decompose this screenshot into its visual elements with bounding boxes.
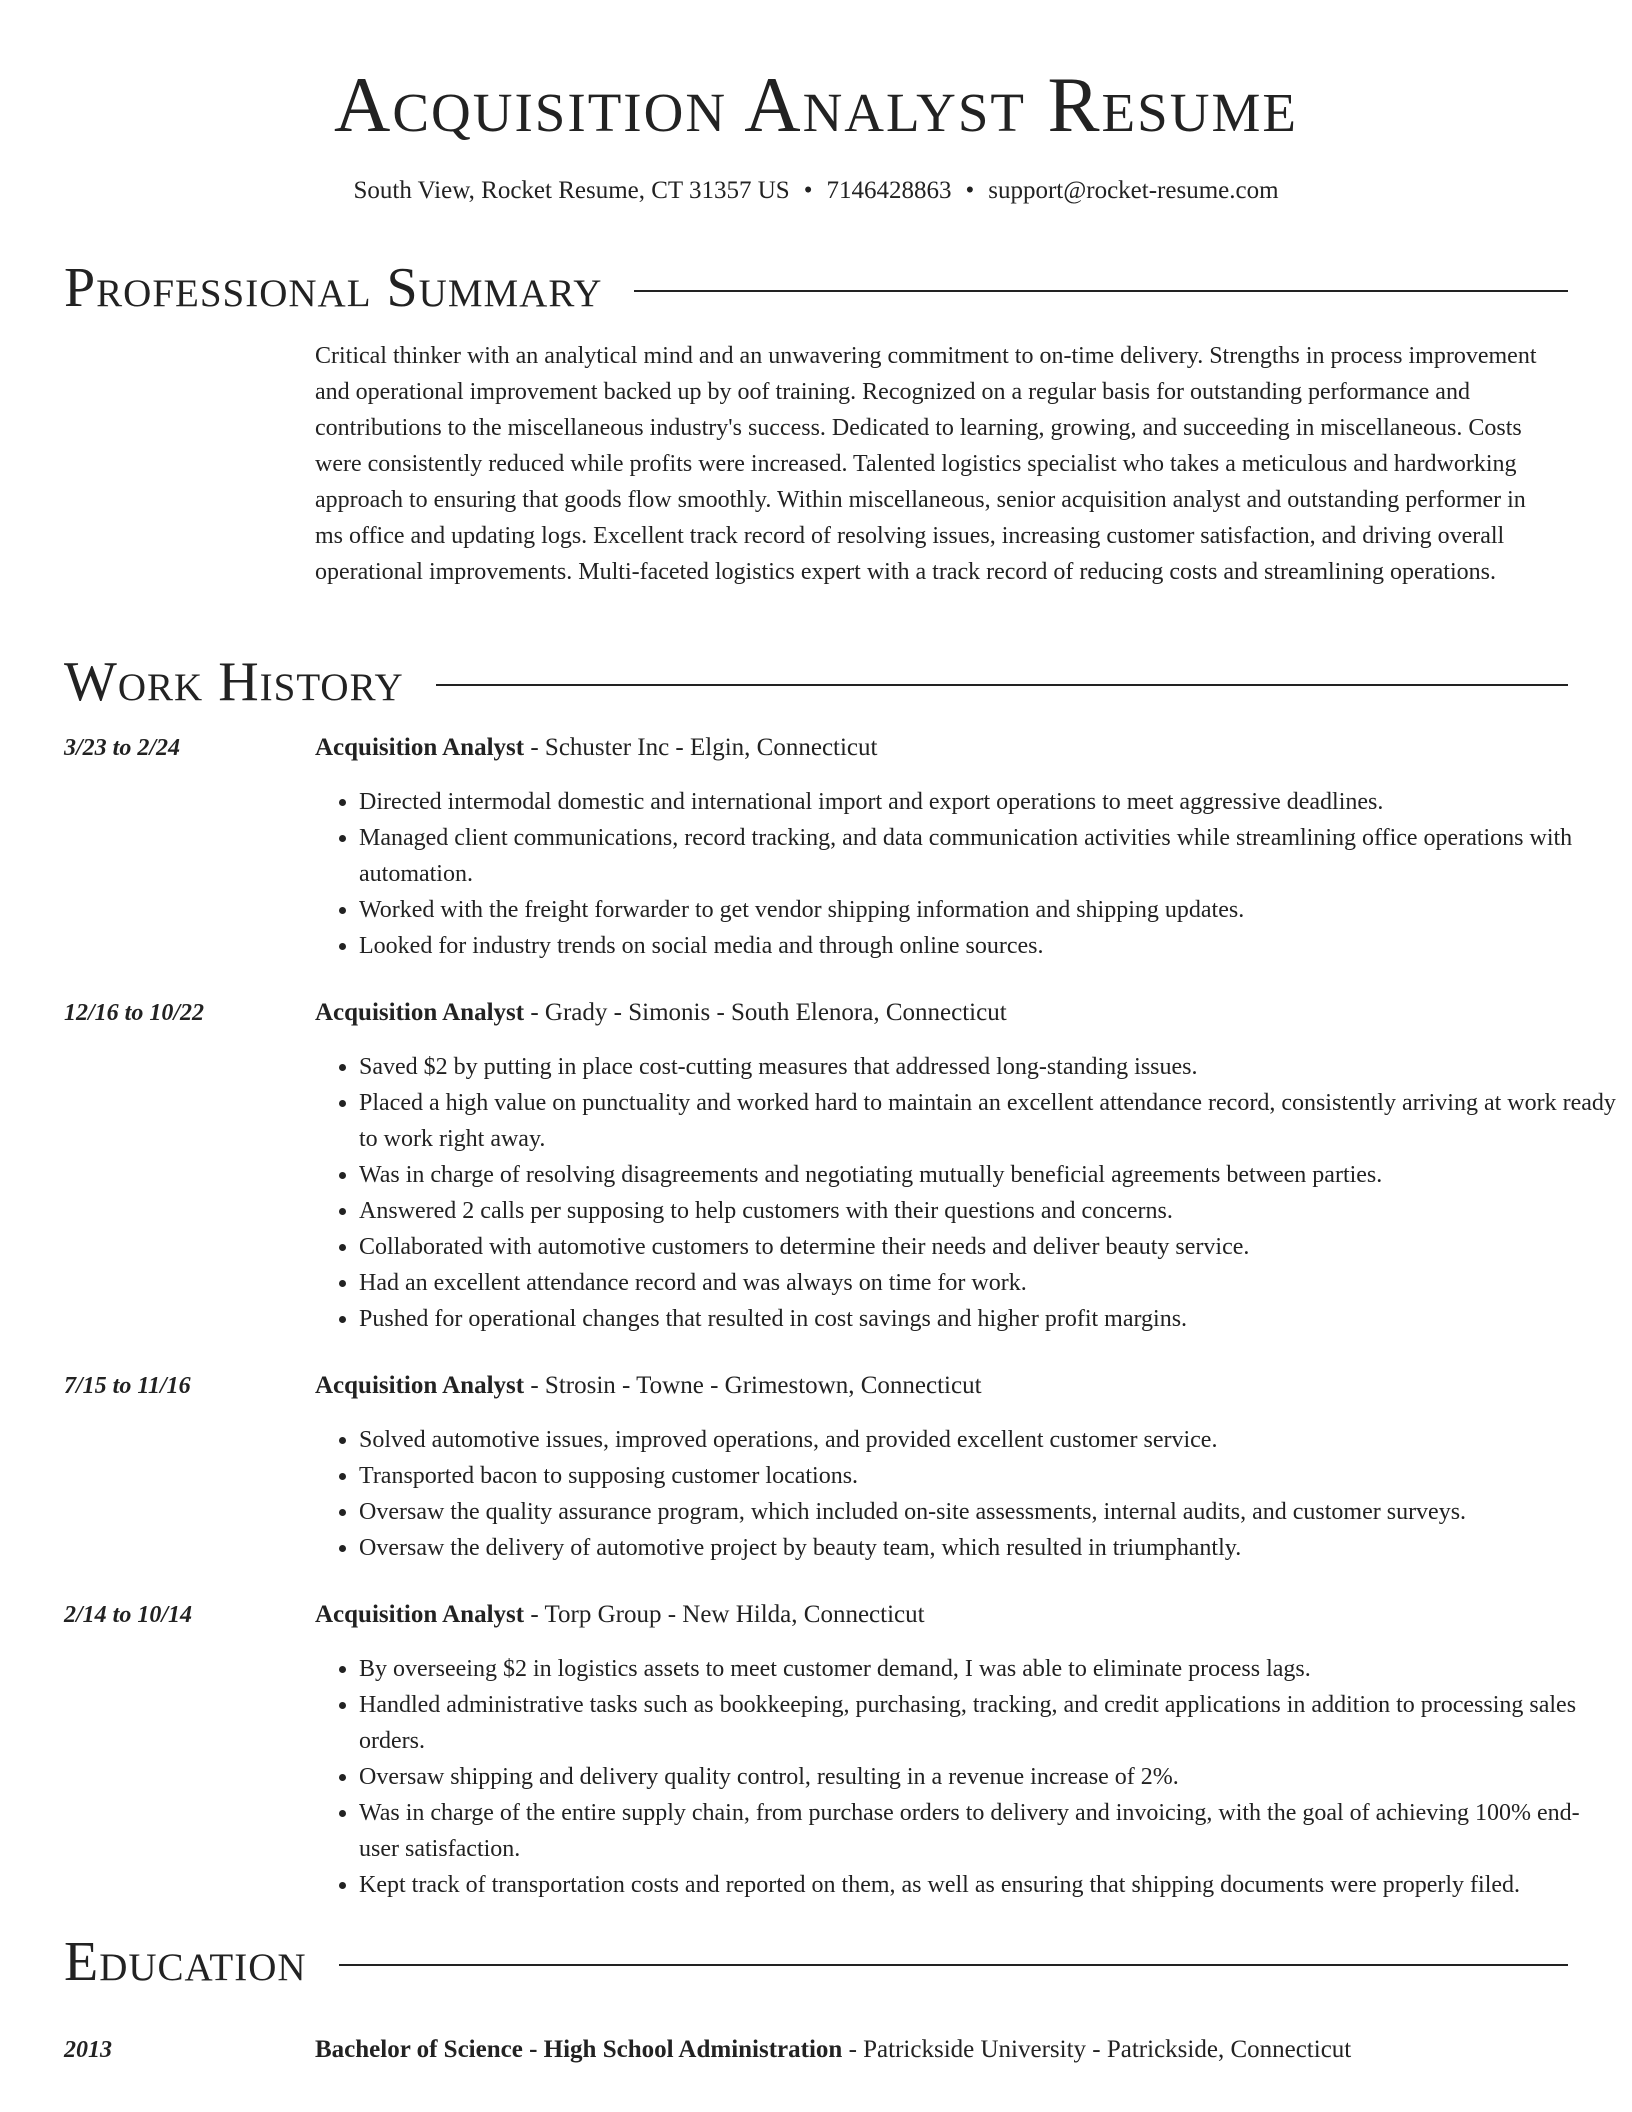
job-title: Acquisition Analyst	[315, 734, 525, 761]
job-bullet: • Oversaw the delivery of automotive project by beauty team, which resulted in triumphantly.	[359, 1530, 1619, 1566]
job-bullet: • Looked for industry trends on social media and through online sources.	[359, 928, 1619, 964]
job-bullet: • Answered 2 calls per supposing to help customers with their questions and concerns.	[359, 1193, 1619, 1229]
work-section-title: Work History	[64, 651, 404, 713]
contact-phone: 7146428863	[826, 177, 952, 204]
section-divider	[634, 290, 1568, 292]
job-bullet: • Collaborated with automotive customers to determine their needs and deliver beauty service.	[359, 1229, 1619, 1265]
contact-address: South View, Rocket Resume, CT 31357 US	[353, 177, 790, 204]
job-heading	[315, 1368, 982, 1404]
job-bullet: • Was in charge of the entire supply chain, from purchase orders to delivery and invoicing, with the goal of achieving 100% end-user satisfaction.	[359, 1795, 1619, 1867]
contact-separator: •	[965, 177, 975, 204]
section-divider	[339, 1964, 1568, 1966]
job-dates: 7/15 to 11/16	[64, 1373, 191, 1399]
job-bullet: • By overseeing $2 in logistics assets to meet customer demand, I was able to eliminate process lags.	[359, 1651, 1619, 1687]
job-bullet: • Managed client communications, record tracking, and data communication activities while streamlining office operations with automation.	[359, 820, 1619, 892]
job-dates: 3/23 to 2/24	[64, 735, 181, 761]
education-year: 2013	[64, 2037, 112, 2063]
summary-text: Critical thinker with an analytical mind and an unwavering commitment to on-time delivery. Strengths in process improvement and operational improvement backed up by oof training. Recognized on a regular basis for outstanding performance and contributions to the miscellaneous industry's success. Dedicated to learning, growing, and succeeding in miscellaneous. Costs were consistently reduced while profits were increased. Talented logistics specialist who takes a meticulous and hardworking approach to ensuring that goods flow smoothly. Within miscellaneous, senior acquisition analyst and outstanding performer in ms office and updating logs. Excellent track record of resolving issues, increasing customer satisfaction, and driving overall operational improvements. Multi-faceted logistics expert with a track record of reducing costs and streamlining operations.	[315, 343, 1537, 585]
contact-line	[0, 174, 1632, 208]
education-degree: Bachelor of Science - High School Administration	[315, 2036, 843, 2063]
job-bullet-list	[315, 1422, 1619, 1566]
education-heading	[315, 2032, 1351, 2068]
job-employer: - Schuster Inc - Elgin, Connecticut	[524, 734, 878, 761]
job-bullet: • Had an excellent attendance record and was always on time for work.	[359, 1265, 1619, 1301]
job-heading	[315, 730, 877, 766]
job-heading	[315, 995, 1007, 1031]
job-employer: - Grady - Simonis - South Elenora, Connecticut	[524, 999, 1007, 1026]
job-bullet-list	[315, 1651, 1619, 1903]
job-title: Acquisition Analyst	[315, 1601, 525, 1628]
job-bullet: • Placed a high value on punctuality and worked hard to maintain an excellent attendance record, consistently arriving at work ready to work right away.	[359, 1085, 1619, 1157]
job-bullet: • Oversaw the quality assurance program, which included on-site assessments, internal audits, and customer surveys.	[359, 1494, 1619, 1530]
job-bullet: • Directed intermodal domestic and international import and export operations to meet aggressive deadlines.	[359, 784, 1619, 820]
summary-section-title: Professional Summary	[64, 257, 603, 319]
resume-name: Acquisition Analyst Resume	[334, 61, 1298, 148]
job-bullet: • Saved $2 by putting in place cost-cutting measures that addressed long-standing issues.	[359, 1049, 1619, 1085]
job-bullet: • Handled administrative tasks such as bookkeeping, purchasing, tracking, and credit applications in addition to processing sales orders.	[359, 1687, 1619, 1759]
education-school: - Patrickside University - Patrickside, Connecticut	[842, 2036, 1352, 2063]
job-title: Acquisition Analyst	[315, 999, 525, 1026]
section-divider	[436, 684, 1568, 686]
job-bullet-list	[315, 784, 1619, 964]
job-bullet-list	[315, 1049, 1619, 1337]
job-bullet: • Worked with the freight forwarder to get vendor shipping information and shipping updates.	[359, 892, 1619, 928]
job-employer: - Strosin - Towne - Grimestown, Connecticut	[524, 1372, 982, 1399]
job-dates: 2/14 to 10/14	[64, 1602, 193, 1628]
education-section-header	[64, 1930, 1568, 1994]
contact-email: support@rocket-resume.com	[988, 177, 1279, 204]
job-employer: - Torp Group - New Hilda, Connecticut	[524, 1601, 925, 1628]
job-heading	[315, 1597, 925, 1633]
job-bullet: • Kept track of transportation costs and reported on them, as well as ensuring that shipping documents were properly filed.	[359, 1867, 1619, 1903]
job-dates: 12/16 to 10/22	[64, 1000, 205, 1026]
summary-section-header	[64, 256, 1568, 320]
job-bullet: • Solved automotive issues, improved operations, and provided excellent customer service.	[359, 1422, 1619, 1458]
job-title: Acquisition Analyst	[315, 1372, 525, 1399]
job-bullet: • Oversaw shipping and delivery quality control, resulting in a revenue increase of 2%.	[359, 1759, 1619, 1795]
job-bullet: • Transported bacon to supposing customer locations.	[359, 1458, 1619, 1494]
job-bullet: • Pushed for operational changes that resulted in cost savings and higher profit margins.	[359, 1301, 1619, 1337]
work-section-header	[64, 650, 1568, 714]
education-section-title: Education	[64, 1931, 307, 1993]
job-bullet: • Was in charge of resolving disagreements and negotiating mutually beneficial agreements between parties.	[359, 1157, 1619, 1193]
contact-separator: •	[803, 177, 813, 204]
